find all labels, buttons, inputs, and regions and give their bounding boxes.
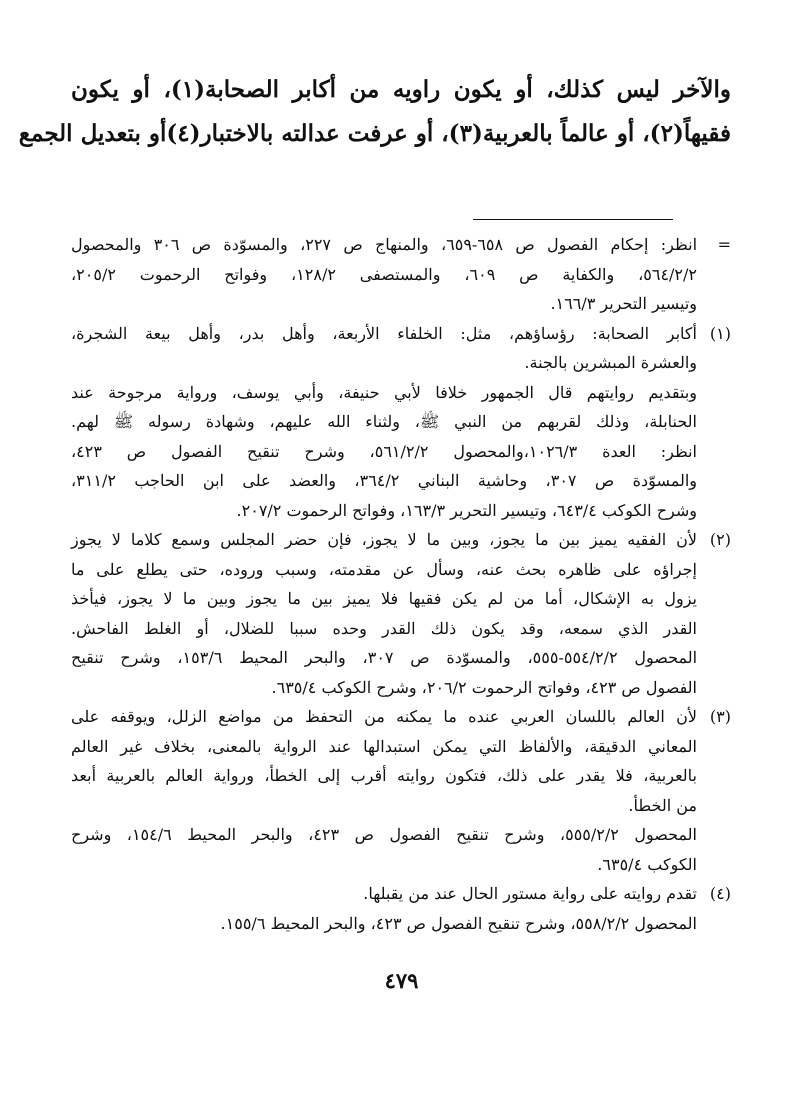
footnote-marker: (١): [709, 323, 731, 343]
footnote-marker: (٢): [709, 530, 731, 549]
footnote-line: من الخطأ.: [628, 795, 697, 815]
footnote-marker: (٤): [709, 884, 731, 903]
footnote-line: وشرح الكوكب ٦٤٣/٤، وتيسير التحرير ١٦٣/٣، وفواتح الرحموت ٢٠٧/٢.: [236, 500, 697, 520]
main-text-line: فقيهاً(٢)، أو عالماً بالعربية(٣)، أو عرفت عدالته بالاختبار(٤)أو بتعديل الجمع: [18, 120, 731, 147]
footnote-marker: =: [717, 235, 731, 254]
footnote-line: المعاني الدقيقة، والألفاظ التي يمكن استبدالها عند الرواية بالمعنى، بخلاف غير العالم: [71, 736, 697, 756]
footnote-line: انظر: العدة ١٠٢٦/٣،والمحصول ٥٦١/٢/٢، وشرح تنقيح الفصول ص ٤٢٣،: [71, 441, 697, 461]
footnote-line: إجراؤه على ظاهره بحث عنه، وسأل عن مقدمته، وسبب وروده، حتى يطلع على ما: [71, 559, 697, 579]
footnote-2: [71, 525, 731, 702]
footnote-body: [71, 702, 697, 879]
footnote-marker: (٣): [709, 707, 731, 726]
footnotes: [71, 230, 731, 938]
footnote-line: لأن الفقيه يميز بين ما يجوز، وبين ما لا يجوز، فإن حضر المجلس وسمع كلاما لا يجوز: [71, 530, 697, 549]
footnote-line: تقدم روايته على رواية مستور الحال عند من يقبلها.: [363, 884, 697, 903]
footnote-4: [71, 879, 731, 938]
footnote-line: الفصول ص ٤٢٣، وفواتح الرحموت ٢٠٦/٢، وشرح الكوكب ٦٣٥/٤.: [271, 677, 697, 697]
main-text: [18, 68, 731, 156]
main-text-line: والآخر ليس كذلك، أو يكون راويه من أكابر الصحابة(١)، أو يكون: [71, 76, 731, 103]
footnote-continuation: [71, 230, 731, 319]
footnote-body: [71, 879, 697, 938]
footnote-line: المحصول ٥٥٥/٢/٢، وشرح تنقيح الفصول ص ٤٢٣، والبحر المحيط ١٥٤/٦، وشرح: [71, 825, 698, 844]
footnote-1: [71, 319, 731, 526]
footnote-line: يزول به الإشكال، أما من لم يكن فقيها فلا يميز بين ما يجوز وبين ما لا يجوز، فيأخذ: [71, 589, 697, 608]
footnote-line: الكوكب ٦٣٥/٤.: [597, 854, 697, 874]
footnote-line: وبتقديم روايتهم قال الجمهور خلافا لأبي حنيفة، وأبي يوسف، ورواية مرجوحة عند: [71, 382, 698, 402]
footnote-line: أكابر الصحابة: رؤساؤهم، مثل: الخلفاء الأربعة، وأهل بدر، وأهل بيعة الشجرة،: [71, 323, 697, 343]
footnote-body: [71, 525, 697, 702]
footnote-3: [71, 702, 731, 879]
footnote-body: [71, 319, 697, 526]
page-number: ٤٧٩: [384, 968, 419, 993]
footnote-line: ٥٦٤/٢/٢، والكفاية ص ٦٠٩، والمستصفى ١٢٨/٢، وفواتح الرحموت ٢٠٥/٢،: [71, 264, 697, 284]
footnote-separator: [473, 219, 673, 220]
footnote-line: لأن العالم باللسان العربي عنده ما يمكنه من التحفظ من مواضع الزلل، ويوقفه على: [71, 707, 697, 726]
footnote-line: المحصول ٥٥٤/٢/٢-٥٥٥، والمسوّدة ص ٣٠٧، والبحر المحيط ١٥٣/٦، وشرح تنقيح: [71, 648, 698, 667]
footnote-line: وتيسير التحرير ١٦٦/٣.: [550, 294, 697, 313]
footnote-line: والمسوّدة ص ٣٠٧، وحاشية البناني ٣٦٤/٢، والعضد على ابن الحاجب ٣١١/٢،: [71, 471, 698, 490]
footnote-body: [71, 230, 697, 319]
footnote-line: القدر الذي سمعه، وقد يكون ذلك القدر وحده سببا للضلال، أو الغلط الفاحش.: [71, 618, 697, 638]
footnote-line: انظر: إحكام الفصول ص ٦٥٨-٦٥٩، والمنهاج ص ٢٢٧، والمسوّدة ص ٣٠٦ والمحصول: [71, 235, 698, 254]
footnote-line: المحصول ٥٥٨/٢/٢، وشرح تنقيح الفصول ص ٤٢٣، والبحر المحيط ١٥٥/٦.: [220, 913, 697, 933]
footnote-line: والعشرة المبشرين بالجنة.: [524, 353, 697, 372]
footnote-line: الحنابلة، وذلك لقربهم من النبي ﷺ، ولثناء الله عليهم، وشهادة رسوله ﷺ لهم.: [71, 412, 697, 431]
footnote-line: بالعربية، فلا يقدر على ذلك، فتكون روايته أقرب إلى الخطأ، ورواية العالم بالعربية أبعد: [71, 766, 697, 785]
